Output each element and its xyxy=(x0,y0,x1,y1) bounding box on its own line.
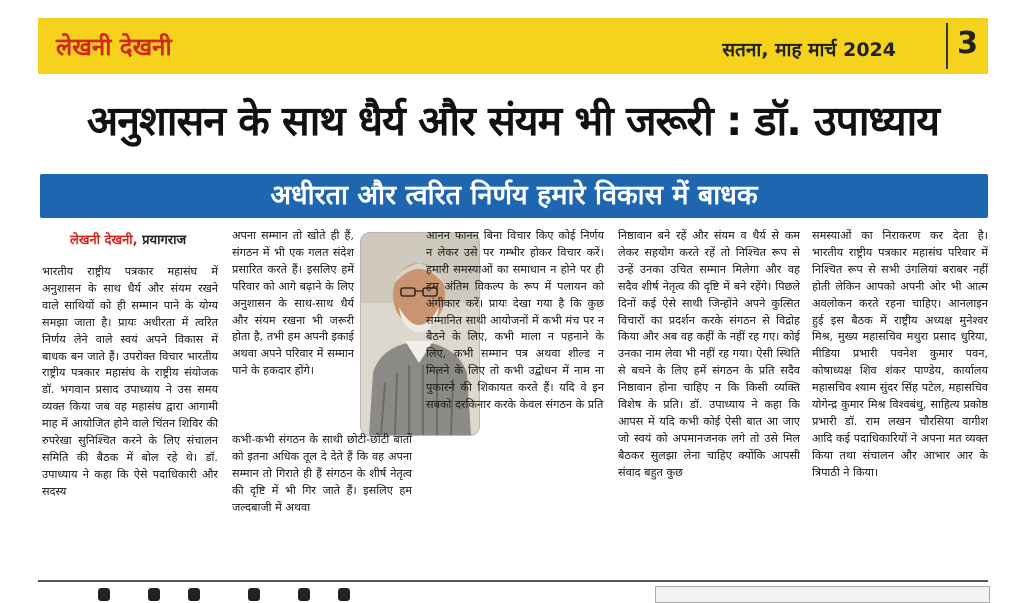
article-column-2-bottom xyxy=(232,432,412,517)
article-text: समस्याओं का निराकरण कर देता है। भारतीय राष्ट्रीय पत्रकार महासंघ परिवार में निश्चित रूप से सभी उंगलियां बराबर नहीं होती लेकिन आपको अपनी ओर भी आत्म अवलोकन करते रहना चाहिए। आनलाइन हुई इस बैठक में राष्ट्रीय अध्यक्ष मुनेश्वर मिश्र, मुख्य महासचिव मथुरा प्रसाद धुरिया, मीडिया प्रभारी पवनेश कुमार पवन, कोषाध्यक्ष शिव शंकर पाण्डेय, कार्यालय महासचिव श्याम सुंदर सिंह पटेल, महासचिव योगेन्द्र कुमार मिश्र विश्वबंधु, साहित्य प्रकोष्ठ प्रभारी डॉ. राम लखन चौरसिया वागीश आदि कई पदाधिकारियों ने अपना मत व्यक्त किया तथा संचालन और आभार आर के त्रिपाठी ने किया। xyxy=(812,229,988,479)
article-text: भारतीय राष्ट्रीय पत्रकार महासंघ में अनुशासन के साथ धैर्य और संयम रखने वाले साथियों को ही सम्मान पाने के योग्य समझा जाता है। प्रायः अधीरता में त्वरित निर्णय लेने वाले स्वयं अपने विकास में बाधक बन जाते हैं। उपरोक्त विचार भारतीय राष्ट्रीय पत्रकार महासंघ के राष्ट्रीय संयोजक डॉ. भगवान प्रसाद उपाध्याय ने उस समय व्यक्त किया जब वह महासंघ द्वारा आगामी माह में आयोजित होने वाले चिंतन शिविर की रुपरेखा सुनिश्चित करने के लिए संचालन समिति की बैठक में बोल रहे थे। डॉ. उपाध्याय ने कहा कि ऐसे पदाधिकारी और सदस्य xyxy=(42,265,218,498)
byline-place: प्रयागराज xyxy=(137,233,187,248)
page-number-divider xyxy=(946,23,948,69)
masthead xyxy=(38,18,988,74)
article-column-3 xyxy=(426,228,604,414)
article-column-2-top xyxy=(232,228,354,380)
page-number: 3 xyxy=(957,26,978,61)
article-text: कभी-कभी संगठन के साथी छोटी-छोटी बातों को इतना अधिक तूल दे देते हैं कि वह अपना सम्मान तो गिराते ही हैं संगठन के शीर्ष नेतृत्व की दृष्टि में भी गिर जाते हैं। इसलिए हम जल्दबाजी में अथवा xyxy=(232,433,412,514)
article-column-5 xyxy=(812,228,988,482)
brand-name: लेखनी देखनी xyxy=(56,33,172,61)
subheadline-banner xyxy=(40,174,988,218)
dateline: सतना, माह मार्च 2024 xyxy=(722,39,896,61)
article-column-1 xyxy=(42,264,218,501)
byline-source: लेखनी देखनी, xyxy=(70,233,138,248)
subheadline: अधीरता और त्वरित निर्णय हमारे विकास में बाधक xyxy=(270,180,758,211)
article-column-4 xyxy=(618,228,800,482)
article-text: अपना सम्मान तो खोते ही हैं, संगठन में भी एक गलत संदेश प्रसारित करते हैं। इसलिए हमें परिवार को आगे बढ़ाने के लिए अनुशासन के साथ-साथ धैर्य और संयम रखना भी जरूरी होता है, तभी हम अपनी इकाई अथवा अपने परिवार में सम्मान पाने के हकदार होंगे। xyxy=(232,229,354,378)
next-article-box xyxy=(655,586,990,603)
article-text: निष्ठावान बने रहें और संयम व धैर्य से कम लेकर सहयोग करते रहें तो निश्चित रूप से उन्हें उनका उचित सम्मान मिलेगा और वह सदैव शीर्ष नेतृत्व की दृष्टि में बने रहेंगे। पिछले दिनों कई ऐसे साथी जिन्होंने अपने कुत्सित विचारों का प्रदर्शन करके संगठन से विद्रोह किया और अब वह कहीं के नहीं रह गए। कोई उनका नाम लेवा भी नहीं रह गया। ऐसी स्थिति से बचने के लिए हमें संगठन के प्रति सदैव निष्ठावान होना चाहिए न कि किसी व्यक्ति विशेष के प्रति। डॉ. उपाध्याय ने कहा कि आपस में यदि कभी कोई ऐसी बात आ जाए जो स्वयं को अपमानजनक लगे तो उसे मिल बैठकर सुलझा लेना चाहिए क्योंकि आपसी संवाद बहुत कुछ xyxy=(618,229,800,479)
next-article-headline-fragment xyxy=(38,586,638,601)
article-text: आनन फानन बिना विचार किए कोई निर्णय न लेकर उसे पर गम्भीर होकर विचार करें। हमारी समस्याओं का समाधान न होने पर ही हम अंतिम विकल्प के रूप में पलायन को अंगीकार करें। प्रायः देखा गया है कि कुछ सम्मानित साथी आयोजनों में कभी मंच पर न बैठने के लिए, कभी माला न पहनाने के लिए, कभी सम्मान पत्र अथवा शील्ड न मिलने के लिए तो कभी उद्बोधन में नाम ना पुकारने की शिकायत करते हैं। यदि वे इन सबको दरकिनार करके केवल संगठन के प्रति xyxy=(426,229,604,412)
headline: अनुशासन के साथ धैर्य और संयम भी जरूरी : डॉ. उपाध्याय xyxy=(86,97,940,145)
byline xyxy=(70,230,186,248)
page-divider xyxy=(38,580,988,582)
